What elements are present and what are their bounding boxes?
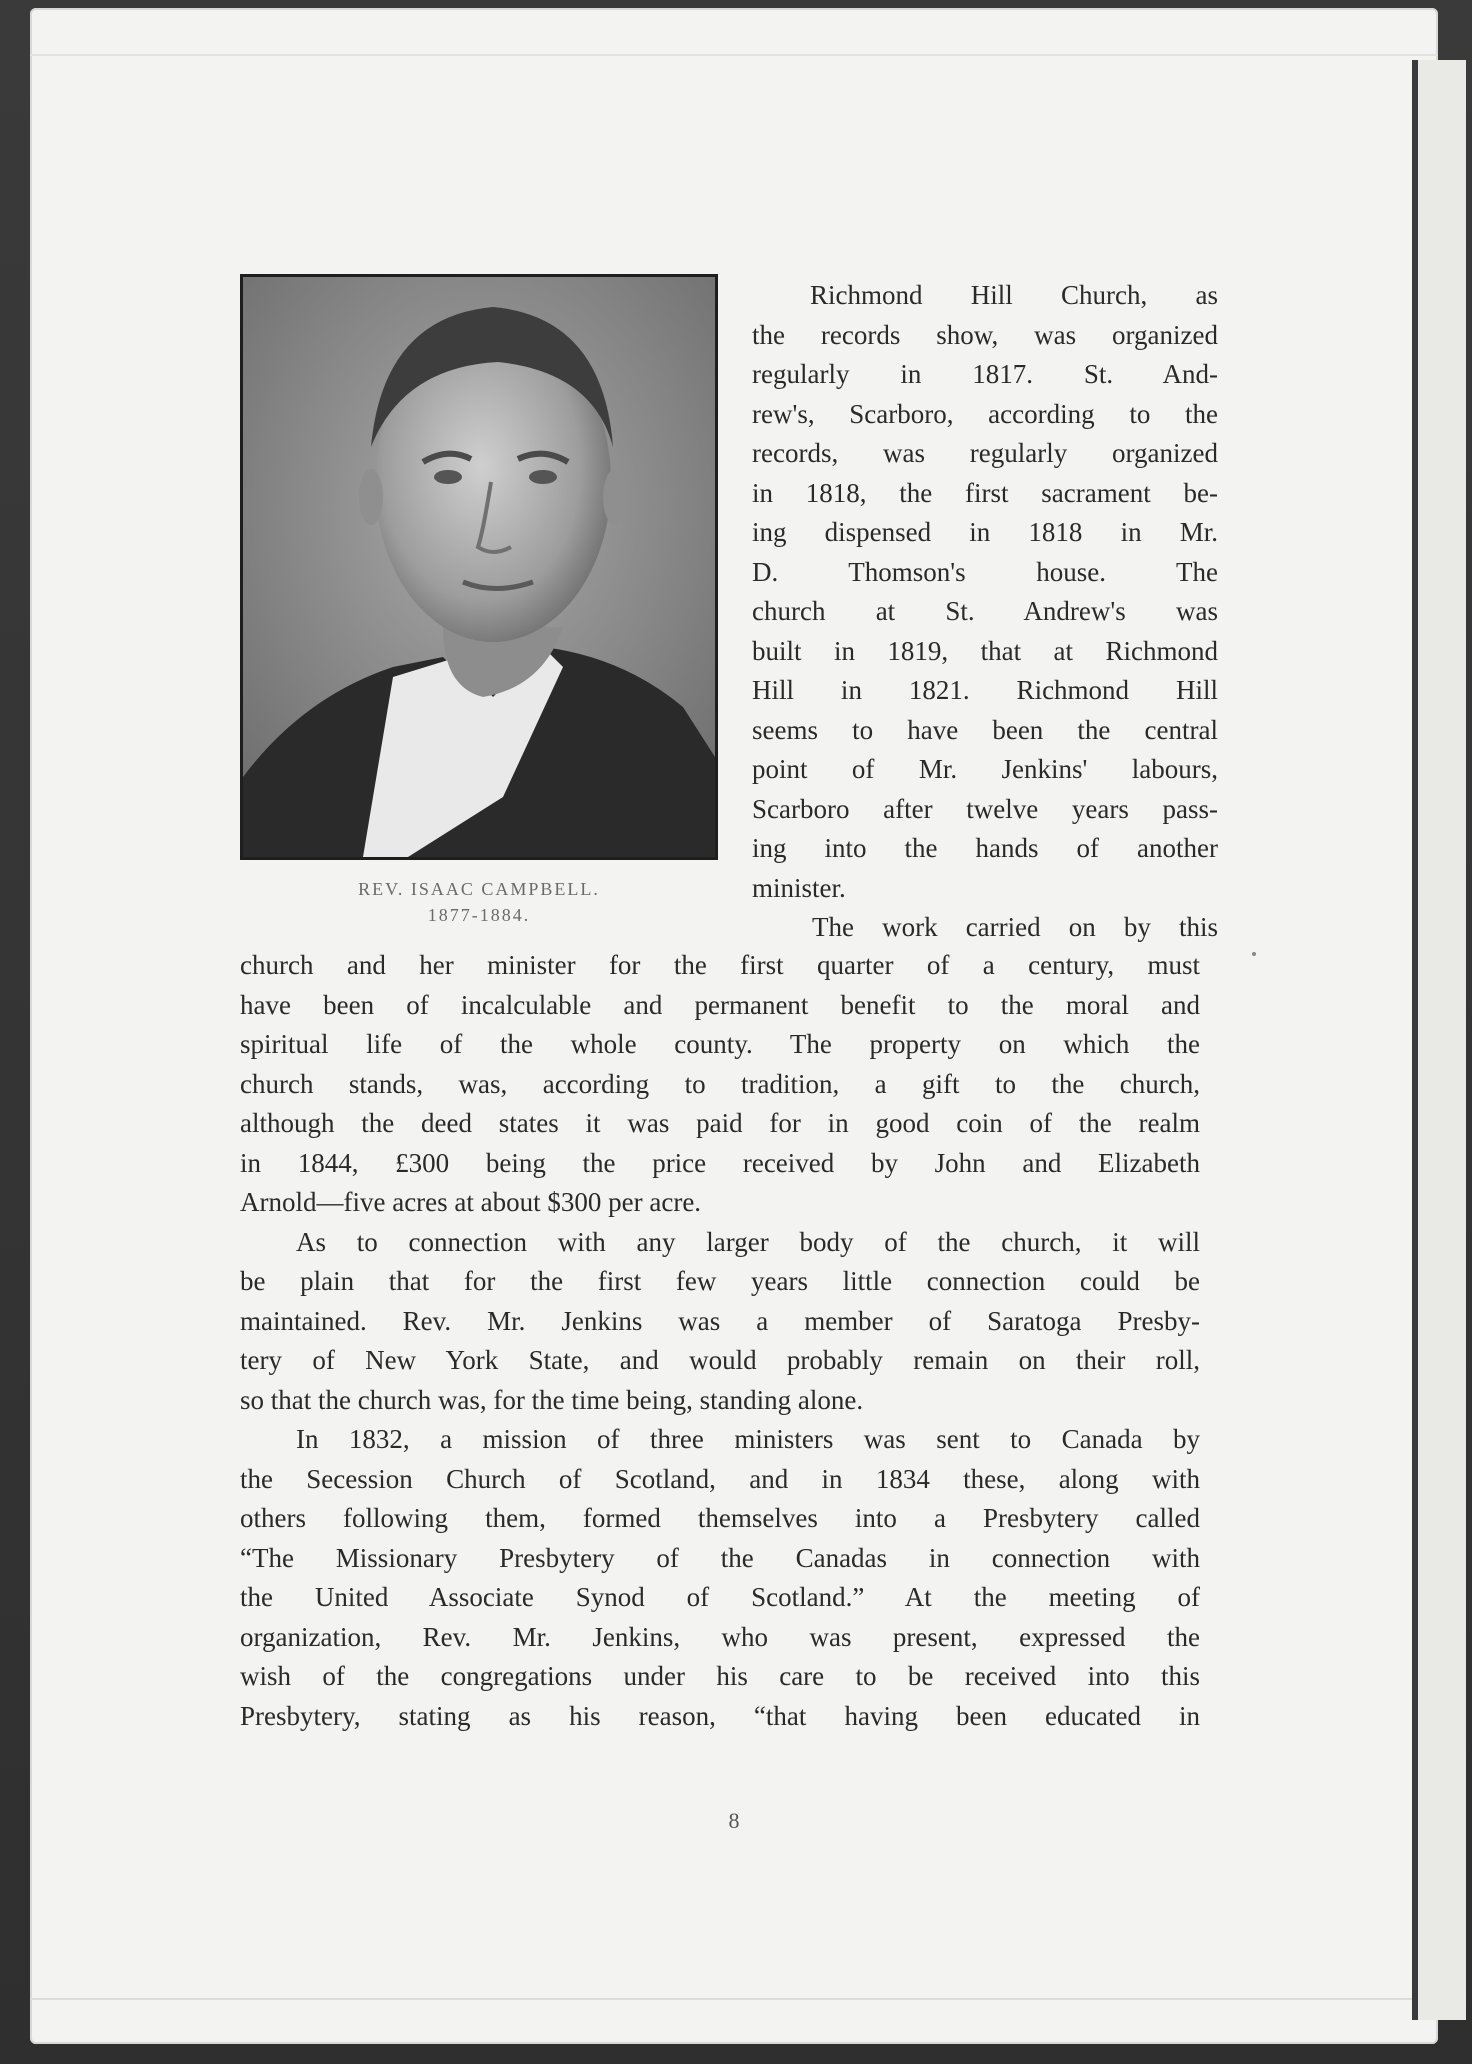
text-line: Presbytery, stating as his reason, “that having been educated in — [240, 1700, 1200, 1731]
text-line: so that the church was, for the time being, standing alone. — [240, 1384, 864, 1415]
text-line: church at St. Andrew's was — [752, 596, 1218, 626]
text-line: records, was regularly organized — [752, 438, 1218, 468]
text-line: tery of New York State, and would probably remain on their roll, — [240, 1345, 1200, 1375]
text-line: In 1832, a mission of three ministers was sent to Canada by — [296, 1424, 1200, 1454]
text-line: ing into the hands of another — [752, 833, 1218, 863]
page-top-edge — [30, 54, 1438, 56]
page-number: 8 — [728, 1808, 740, 1833]
right-column-text — [752, 276, 1218, 948]
text-line: ing dispensed in 1818 in Mr. — [752, 517, 1218, 547]
next-page-edge — [1412, 60, 1466, 2020]
paragraph-3 — [240, 1223, 1200, 1421]
text-line: although the deed states it was paid for in good coin of the realm — [240, 1108, 1200, 1138]
paragraph-4 — [240, 1420, 1200, 1736]
text-line: have been of incalculable and permanent benefit to the moral and — [240, 989, 1200, 1020]
text-line: As to connection with any larger body of the church, it will — [296, 1226, 1200, 1257]
text-line: minister. — [752, 872, 846, 903]
text-line: organization, Rev. Mr. Jenkins, who was present, expressed the — [240, 1621, 1200, 1652]
portrait-photo — [240, 274, 718, 860]
text-line: in 1844, £300 being the price received by John and Elizabeth — [240, 1147, 1200, 1178]
text-line: D. Thomson's house. The — [752, 556, 1218, 587]
text-line: church and her minister for the first quarter of a century, must — [240, 950, 1200, 980]
caption-years: 1877-1884. — [427, 905, 531, 925]
portrait-caption — [240, 876, 718, 928]
text-line: The work carried on by this — [812, 912, 1218, 942]
page-bottom-edge — [30, 1998, 1438, 2000]
caption-name: REV. ISAAC CAMPBELL. — [358, 879, 600, 899]
text-line: “The Missionary Presbytery of the Canadas in connection with — [240, 1542, 1200, 1573]
text-line: the United Associate Synod of Scotland.” At the meeting of — [240, 1582, 1200, 1612]
text-line: the Secession Church of Scotland, and in 1834 these, along with — [240, 1463, 1200, 1494]
text-line: in 1818, the first sacrament be- — [752, 477, 1218, 508]
portrait-illustration — [243, 277, 715, 857]
paper-speck — [1252, 952, 1256, 956]
text-line: spiritual life of the whole county. The property on which the — [240, 1029, 1200, 1059]
main-text — [240, 946, 1200, 1736]
text-line: others following them, formed themselves into a Presbytery called — [240, 1503, 1200, 1533]
text-line: built in 1819, that at Richmond — [752, 635, 1218, 666]
paragraph-2 — [240, 946, 1200, 1223]
text-line: regularly in 1817. St. And- — [752, 359, 1218, 389]
text-line: rew's, Scarboro, according to the — [752, 398, 1218, 429]
text-line: Hill in 1821. Richmond Hill — [752, 675, 1218, 705]
text-line: maintained. Rev. Mr. Jenkins was a member of Saratoga Presby- — [240, 1305, 1200, 1336]
text-line: seems to have been the central — [752, 714, 1218, 745]
text-line: Scarboro after twelve years pass- — [752, 793, 1218, 824]
text-line: Arnold—five acres at about $300 per acre. — [240, 1187, 702, 1217]
text-line: wish of the congregations under his care to be received into this — [240, 1661, 1200, 1691]
text-line: the records show, was organized — [752, 319, 1218, 350]
text-line: Richmond Hill Church, as — [810, 280, 1218, 310]
text-line: church stands, was, according to tradition, a gift to the church, — [240, 1068, 1200, 1099]
text-line: be plain that for the first few years little connection could be — [240, 1266, 1200, 1296]
text-line: point of Mr. Jenkins' labours, — [752, 754, 1218, 784]
